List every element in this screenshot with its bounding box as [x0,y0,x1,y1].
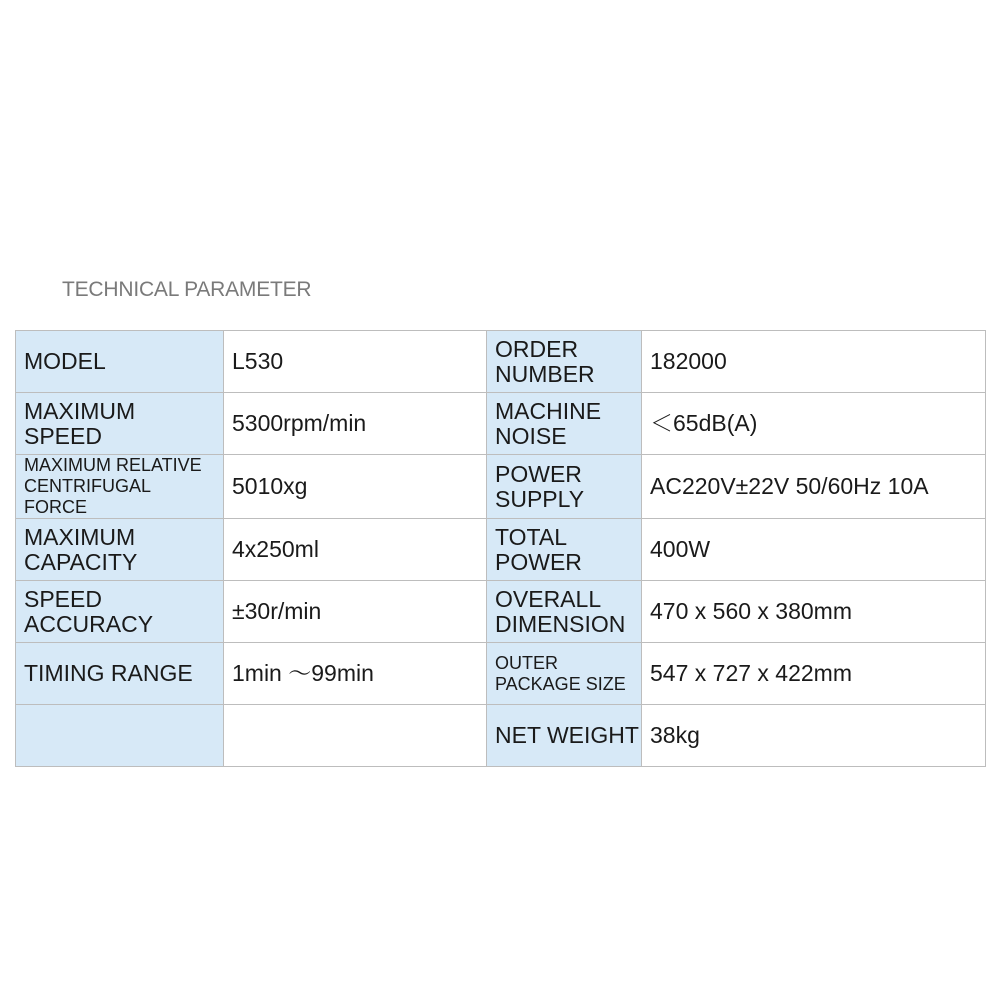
section-title: TECHNICAL PARAMETER [62,278,312,301]
param-label-empty [16,705,224,767]
param-label-order-number: ORDER NUMBER [487,331,642,393]
param-value-speed-accuracy: ±30r/min [224,581,487,643]
param-value-max-relative-centrifugal-force: 5010xg [224,455,487,519]
table-row [16,519,986,581]
param-label-maximum-capacity: MAXIMUM CAPACITY [16,519,224,581]
param-label-maximum-speed: MAXIMUM SPEED [16,393,224,455]
param-label-timing-range: TIMING RANGE [16,643,224,705]
table-row [16,643,986,705]
param-label-machine-noise: MACHINE NOISE [487,393,642,455]
param-value-empty [224,705,487,767]
param-value-overall-dimension: 470 x 560 x 380mm [642,581,986,643]
param-value-net-weight: 38kg [642,705,986,767]
param-label-overall-dimension: OVERALL DIMENSION [487,581,642,643]
param-value-power-supply: AC220V±22V 50/60Hz 10A [642,455,986,519]
param-label-net-weight: NET WEIGHT [487,705,642,767]
param-value-timing-range: 1min ～99min [224,643,487,705]
table-row [16,455,986,519]
param-label-speed-accuracy: SPEED ACCURACY [16,581,224,643]
param-value-outer-package-size: 547 x 727 x 422mm [642,643,986,705]
param-value-total-power: 400W [642,519,986,581]
technical-parameter-table [15,330,986,767]
table-row [16,581,986,643]
param-label-outer-package-size: OUTER PACKAGE SIZE [487,643,642,705]
table-row [16,331,986,393]
param-label-power-supply: POWER SUPPLY [487,455,642,519]
param-label-model: MODEL [16,331,224,393]
param-label-max-relative-centrifugal-force: MAXIMUM RELATIVE CENTRIFUGAL FORCE [16,455,224,519]
table-row [16,705,986,767]
param-value-model: L530 [224,331,487,393]
table-row [16,393,986,455]
param-value-machine-noise: ＜65dB(A) [642,393,986,455]
param-label-total-power: TOTAL POWER [487,519,642,581]
param-value-maximum-speed: 5300rpm/min [224,393,487,455]
param-value-order-number: 182000 [642,331,986,393]
param-value-maximum-capacity: 4x250ml [224,519,487,581]
